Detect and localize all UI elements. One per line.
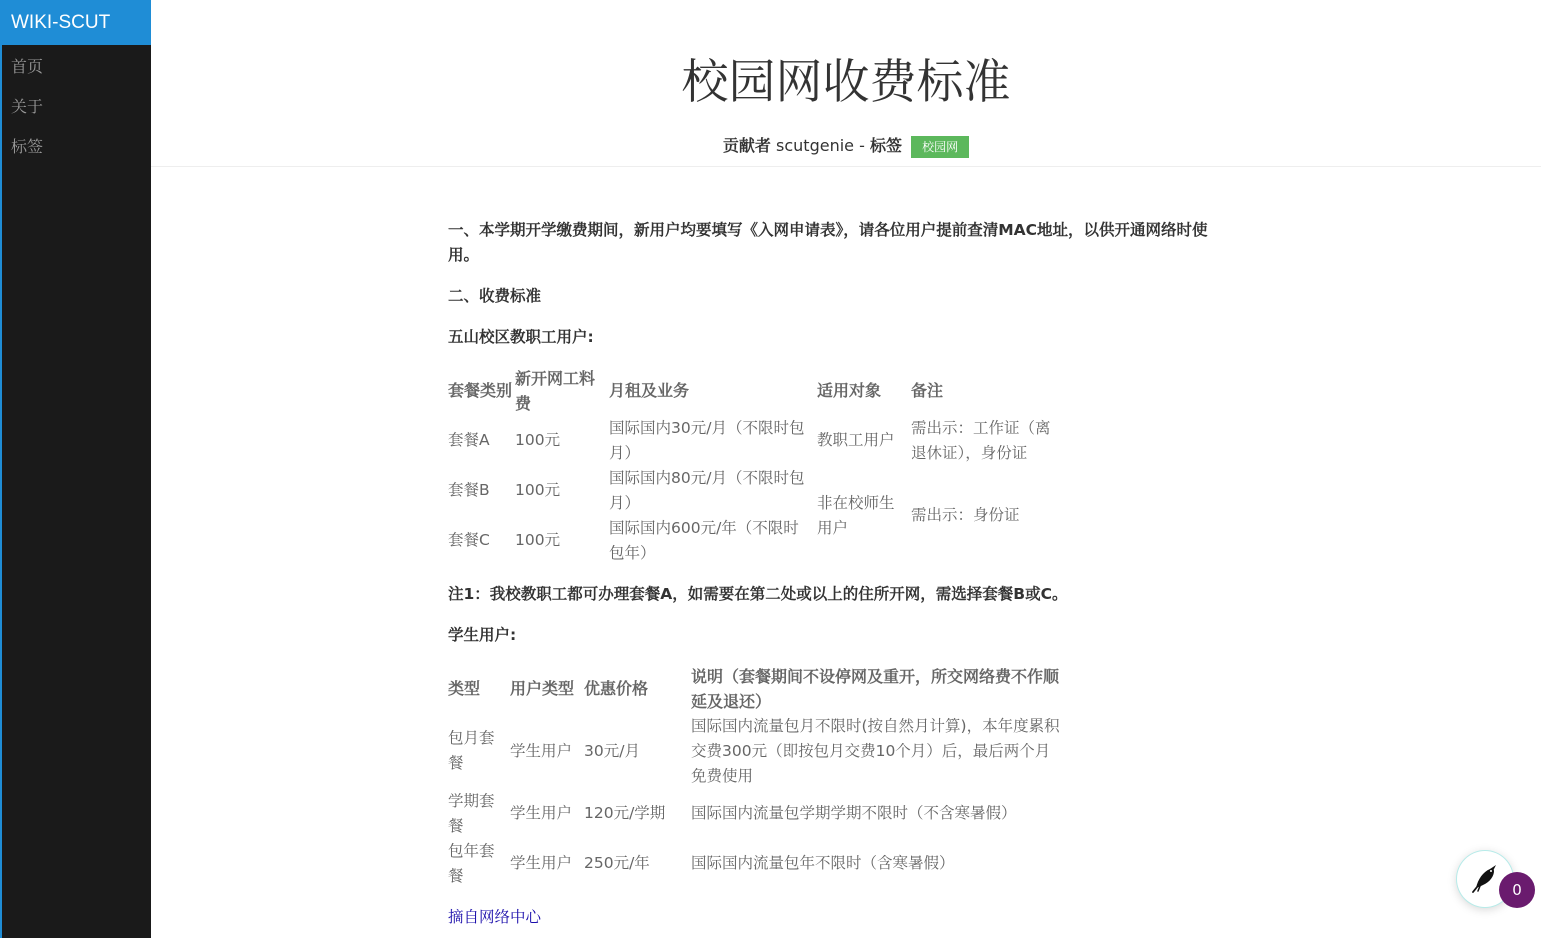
table-cell: 国际国内流量包学期学期不限时（不含寒暑假） xyxy=(691,804,1017,822)
contributor-label: 贡献者 xyxy=(722,136,771,155)
staff-heading: 五山校区教职工用户: xyxy=(448,328,594,346)
sidebar-item-tags[interactable]: 标签 xyxy=(11,137,44,156)
table-cell: 需出示：身份证 xyxy=(911,506,1020,524)
header-divider xyxy=(151,166,1541,167)
table-header: 说明（套餐期间不设停网及重开，所交网络费不作顺延及退还） xyxy=(691,667,1060,711)
notification-count-badge[interactable]: 0 xyxy=(1499,872,1535,908)
table-header: 优惠价格 xyxy=(584,679,649,698)
table-cell: 学期套餐 xyxy=(448,792,495,835)
table-cell: 套餐A xyxy=(448,431,490,449)
table-cell: 120元/学期 xyxy=(584,804,666,822)
tags-label: 标签 xyxy=(869,136,902,155)
intro-paragraph-line1: 一、本学期开学缴费期间，新用户均要填写《入网申请表》，请各位用户提前查清MAC地址，以供开通网络时使 xyxy=(448,221,1208,239)
sidebar-item-home[interactable]: 首页 xyxy=(11,57,44,76)
table-cell: 国际国内流量包月不限时(按自然月计算)，本年度累积交费300元（即按包月交费10个月）后，最后两个月免费使用 xyxy=(691,717,1060,785)
table-cell: 30元/月 xyxy=(584,742,640,760)
table-header: 新开网工料费 xyxy=(515,369,596,413)
contributor-name: scutgenie xyxy=(776,136,854,155)
brand-logo[interactable]: WIKI-SCUT xyxy=(0,0,151,45)
sidebar-accent-stripe xyxy=(0,0,2,938)
intro-paragraph-line2: 用。 xyxy=(448,246,480,264)
table-cell: 国际国内600元/年（不限时包年） xyxy=(609,519,799,562)
table-cell: 包年套餐 xyxy=(448,842,495,885)
tag-badge[interactable]: 校园网 xyxy=(911,136,969,158)
post-meta xyxy=(151,134,1541,158)
student-heading: 学生用户: xyxy=(448,626,517,644)
section-heading-fees: 二、收费标准 xyxy=(448,287,542,305)
table-cell: 非在校师生用户 xyxy=(817,494,895,537)
table-header: 适用对象 xyxy=(817,381,882,400)
table-header: 备注 xyxy=(911,381,944,400)
table-cell: 100元 xyxy=(515,531,561,549)
table-cell: 100元 xyxy=(515,481,561,499)
table-cell: 需出示：工作证（离退休证），身份证 xyxy=(911,419,1051,462)
table-cell: 国际国内30元/月（不限时包月） xyxy=(609,419,805,462)
table-cell: 国际国内80元/月（不限时包月） xyxy=(609,469,805,512)
table-header: 套餐类别 xyxy=(448,381,513,400)
source-link[interactable]: 摘自网络中心 xyxy=(448,908,542,926)
table-cell: 国际国内流量包年不限时（含寒暑假） xyxy=(691,854,955,872)
table-cell: 学生用户 xyxy=(510,742,573,760)
note-1: 注1：我校教职工都可办理套餐A，如需要在第二处或以上的住所开网，需选择套餐B或C。 xyxy=(448,585,1068,603)
table-header: 类型 xyxy=(448,679,481,698)
page-title: 校园网收费标准 xyxy=(681,55,1011,110)
table-cell: 250元/年 xyxy=(584,854,650,872)
table-header: 用户类型 xyxy=(510,679,575,698)
table-cell: 套餐B xyxy=(448,481,490,499)
table-cell: 教职工用户 xyxy=(817,431,895,449)
table-cell: 套餐C xyxy=(448,531,490,549)
sidebar-item-about[interactable]: 关于 xyxy=(11,97,44,116)
table-cell: 学生用户 xyxy=(510,804,573,822)
meta-separator: - xyxy=(859,136,865,155)
table-cell: 100元 xyxy=(515,431,561,449)
table-header: 月租及业务 xyxy=(609,381,690,400)
table-cell: 包月套餐 xyxy=(448,729,495,772)
table-cell: 学生用户 xyxy=(510,854,573,872)
